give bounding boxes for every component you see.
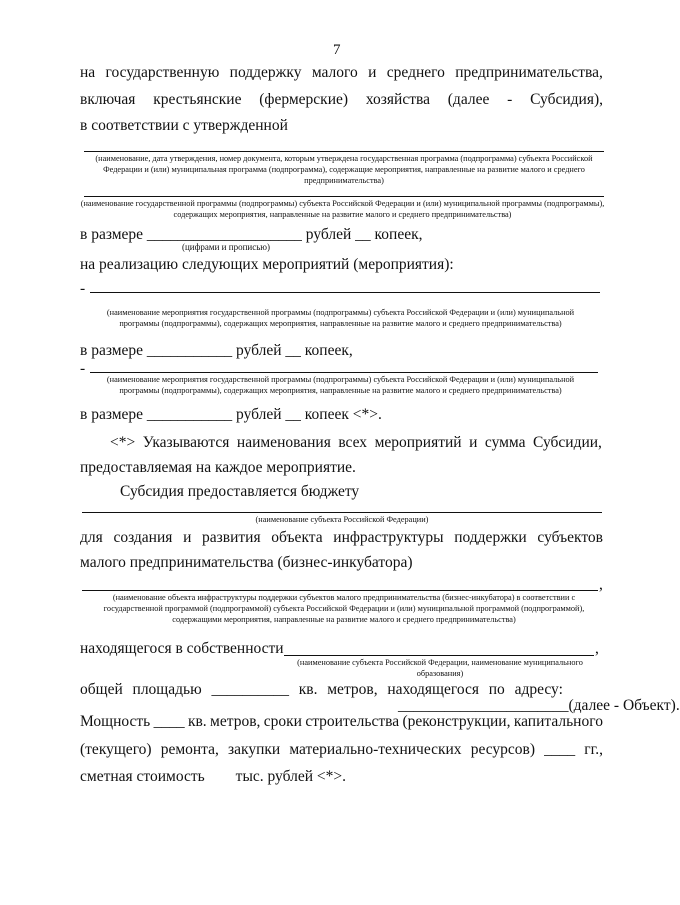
- word: включая: [80, 91, 136, 108]
- word: площадью: [132, 681, 202, 698]
- word: сумма: [484, 434, 526, 451]
- word: ____: [153, 713, 185, 730]
- word: метров,: [327, 681, 378, 698]
- word: крестьянские: [153, 91, 242, 108]
- word: государственную: [105, 64, 220, 81]
- word: для: [80, 529, 103, 546]
- word: сроки: [263, 713, 302, 730]
- word: мероприятий: [374, 434, 462, 451]
- word: развития: [202, 529, 261, 546]
- word: капитального: [513, 713, 603, 730]
- caption-object: (наименование объекта инфраструктуры поддержки субъектов малого предпринимательства (бизнес-инкубатора) в соответствии с государственной программой (подпрограммой) субъекта Российской Федерации и (или) муниципальной программой (подпрограммой), содержащими мероприятия, направленные на развитие малого и среднего предпринимательства): [103, 593, 585, 624]
- word: адресу:: [514, 681, 563, 698]
- amount-line: в размере ____________________ рублей __ копеек,: [80, 226, 423, 243]
- address-end: ______________________(далее - Объект).: [398, 697, 680, 714]
- word: ____: [544, 741, 576, 758]
- word: инфраструктуры: [333, 529, 444, 546]
- word: малого: [311, 64, 358, 81]
- caption-owner: (наименование субъекта Российской Федерации, наименование муниципального образования): [297, 658, 583, 678]
- repair-line: [80, 741, 603, 759]
- caption-program-details: (наименование, дата утверждения, номер документа, которым утверждена государственная программа (подпрограмма) субъекта Российской Федерации и (или) муниципальная программа (подпрограмма), содержащие мероприятия, направленные на развитие малого и среднего предпринимательства): [95, 154, 593, 185]
- ownership-line: находящегося в собственности: [80, 640, 284, 657]
- word: среднего: [386, 64, 445, 81]
- fill-line: [82, 512, 602, 513]
- word: закупки: [228, 741, 281, 758]
- word: поддержки: [454, 529, 527, 546]
- caption-measure-2: (наименование мероприятия государственной программы (подпрограммы) субъекта Российской Федерации и (или) муниципальной программы (подпрограммы), содержащих мероприятия, направленные на развитие малого и среднего предпринимательства): [106, 375, 575, 395]
- fill-line: [84, 151, 604, 152]
- word: __________: [211, 681, 289, 698]
- word: и: [183, 529, 192, 546]
- fill-line: [84, 196, 604, 197]
- word: и: [469, 434, 478, 451]
- page-number: 7: [333, 42, 341, 58]
- fill-line: [82, 590, 598, 591]
- word: Субсидии,: [533, 434, 602, 451]
- footnote-line-1: [110, 434, 602, 452]
- caption-digits: (цифрами и прописью): [181, 242, 271, 252]
- word: кв.: [187, 713, 207, 730]
- word: -: [507, 91, 513, 108]
- word: находящегося: [387, 681, 479, 698]
- word: кв.: [298, 681, 318, 698]
- word: ремонта,: [160, 741, 219, 758]
- word: метров,: [210, 713, 261, 730]
- word: строительства: [305, 713, 400, 730]
- paragraph-line-2: [80, 91, 603, 109]
- line-end-comma: ,: [599, 576, 603, 593]
- word: Субсидия),: [530, 91, 603, 108]
- word: хозяйства: [365, 91, 430, 108]
- amount-line: в размере ___________ рублей __ копеек <*>.: [80, 406, 382, 423]
- budget-line: Субсидия предоставляется бюджету: [120, 483, 360, 500]
- word: по: [488, 681, 505, 698]
- word: всех: [338, 434, 368, 451]
- fill-line: [90, 292, 600, 293]
- caption-measure-1: (наименование мероприятия государственной программы (подпрограммы) субъекта Российской Федерации и (или) муниципальной программы (подпрограммы), содержащих мероприятия, направленные на развитие малого и среднего предпринимательства): [106, 308, 575, 328]
- word: поддержку: [229, 64, 302, 81]
- word: создания: [113, 529, 173, 546]
- word: (реконструкции,: [402, 713, 511, 730]
- fill-line: [284, 655, 594, 656]
- caption-subject: (наименование субъекта Российской Федерации): [255, 515, 429, 524]
- word: (далее: [447, 91, 490, 108]
- line-end-comma: ,: [595, 640, 599, 657]
- dash: -: [80, 360, 86, 377]
- word: ресурсов): [470, 741, 535, 758]
- word: и: [368, 64, 377, 81]
- word: общей: [80, 681, 123, 698]
- dash: -: [80, 280, 86, 297]
- word: субъектов: [537, 529, 603, 546]
- word: предпринимательства,: [455, 64, 603, 81]
- word: Мощность: [80, 713, 151, 730]
- cost-line: сметная стоимость тыс. рублей <*>.: [80, 768, 346, 785]
- word: Указываются: [142, 434, 230, 451]
- word: (фермерские): [259, 91, 349, 108]
- word: на: [80, 64, 96, 81]
- fill-line: [90, 372, 598, 373]
- measures-intro: на реализацию следующих мероприятий (мероприятия):: [80, 256, 454, 273]
- paragraph-line-3: в соответствии с утвержденной: [80, 117, 288, 134]
- word: гг.,: [584, 741, 603, 758]
- word: наименования: [236, 434, 331, 451]
- amount-line: в размере ___________ рублей __ копеек,: [80, 342, 353, 359]
- capacity-line: [80, 713, 603, 731]
- caption-program-name: (наименование государственной программы (подпрограммы) субъекта Российской Федерации и (или) муниципальной программы (подпрограммы), содержащих мероприятия, направленные на развитие малого и среднего предпринимательства): [80, 199, 605, 219]
- purpose-line-2: малого предпринимательства (бизнес-инкубатора): [80, 554, 413, 571]
- word: <*>: [110, 434, 136, 451]
- word: объекта: [271, 529, 323, 546]
- word: материально-технических: [289, 741, 462, 758]
- paragraph-line-1: [80, 64, 603, 82]
- purpose-line-1: [80, 529, 603, 547]
- word: (текущего): [80, 741, 152, 758]
- footnote-line-2: предоставляемая на каждое мероприятие.: [80, 459, 356, 476]
